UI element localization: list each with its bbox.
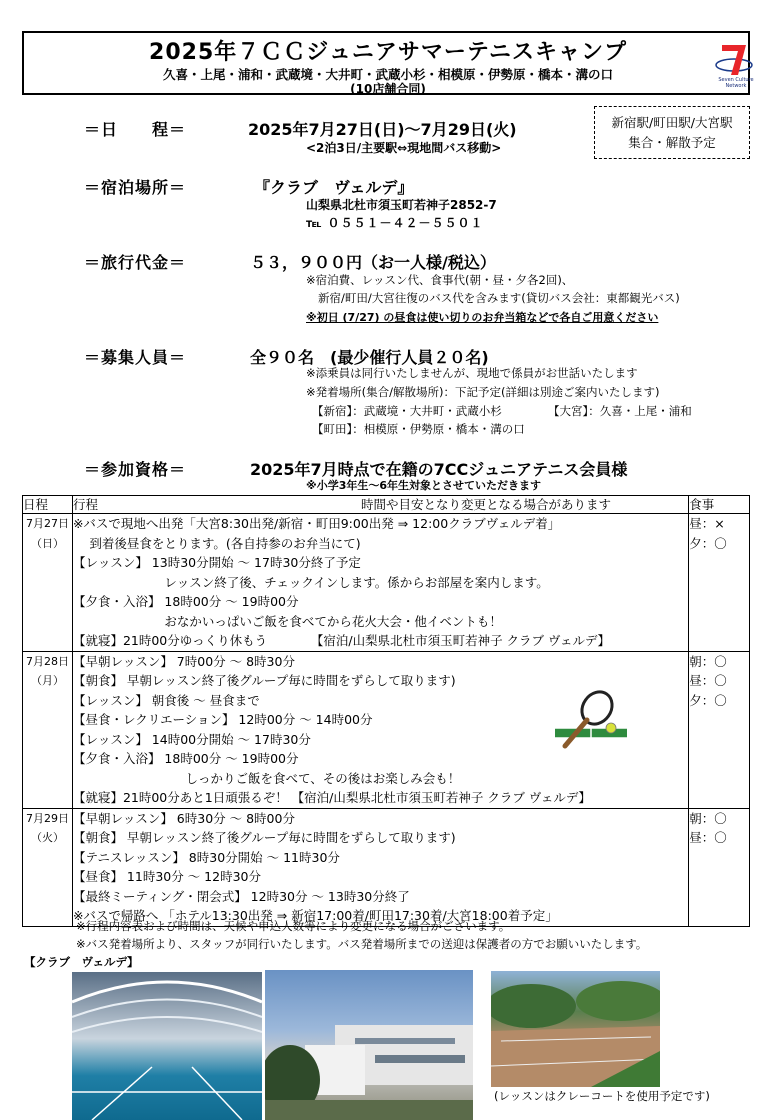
itinerary-line: 【早朝レッスン】 6時30分 ～ 8時00分 [72, 810, 295, 826]
itinerary-line: ※バスで現地へ出発「大宮8:30出発/新宿・町田9:00出発 ⇒ 12:00クラブヴェルデ着」 [72, 516, 561, 531]
day-cell [23, 651, 73, 808]
store-list: 久喜・上尾・浦和・武蔵境・大井町・武蔵小杉・相模原・伊勢原・橋本・溝の口 [162, 67, 613, 82]
table-row [23, 808, 750, 926]
day-cell [23, 808, 73, 926]
lodging-label: ＝宿泊場所＝ [84, 178, 187, 197]
day-date: 7月28日 [25, 654, 69, 668]
fee-note-3: ※初日 (7/27) の昼食は使い切りのお弁当箱などで各自ご用意ください [306, 311, 659, 324]
fee-note-1: ※宿泊費、レッスン代、食事代(朝・昼・夕各2回)、 [306, 273, 574, 287]
itinerary-table [22, 495, 750, 927]
eligibility-sub: ※小学3年生～6年生対象とさせていただきます [306, 479, 542, 492]
header-box [22, 31, 754, 96]
meeting-line-2: 集合・解散予定 [628, 135, 716, 150]
lodging-address: 山梨県北杜市須玉町若神子2852-7 [306, 198, 497, 212]
header-itinerary [72, 496, 688, 514]
schedule-label: ＝日 程＝ [84, 120, 187, 139]
itinerary-line: 【レッスン】 14時00分開始 ～ 17時30分 [72, 731, 311, 747]
joint-label: (10店舗合同) [350, 82, 426, 96]
lodging-tel: ℡ ０５５１－４２－５５０１ [306, 216, 484, 230]
capacity-note-4: 【町田】：相模原・伊勢原・橋本・溝の口 [312, 422, 525, 436]
footer-note-1: ※行程内容表および時間は、天候や申込人数等により変更になる場合がございます。 [76, 919, 511, 933]
day-date: 7月29日 [25, 811, 69, 825]
table-header-row [23, 496, 750, 514]
meal-item: 朝：〇 [689, 653, 727, 669]
itinerary-line: レッスン終了後、チェックインします。係からお部屋を案内します。 [72, 574, 549, 590]
photo-caption: (レッスンはクレーコートを使用予定です) [494, 1089, 710, 1103]
itinerary-line: 【最終ミーティング・閉会式】 12時30分 ～ 13時30分終了 [72, 888, 410, 904]
clubhouse-photo [265, 970, 473, 1120]
itinerary-line: 【レッスン】 13時30分開始 ～ 17時30分終了予定 [72, 555, 361, 570]
table-row [23, 651, 750, 808]
page-title: 2025年７ＣＣジュニアサマーテニスキャンプ [149, 40, 627, 65]
itinerary-line: 【就寝】21時00分ゆっくり休もう 【宿泊/山梨県北杜市須玉町若神子 クラブ ヴェルデ】 [72, 633, 611, 648]
meal-cell [689, 514, 750, 652]
fee-label: ＝旅行代金＝ [84, 253, 187, 272]
eligibility-value: 2025年7月時点で在籍の7CCジュニアテニス会員様 [250, 460, 628, 479]
itinerary-line: 【夕食・入浴】 18時00分 ～ 19時00分 [72, 594, 299, 609]
header-meal: 食事 [689, 496, 750, 514]
meal-item: 夕：〇 [689, 692, 727, 708]
itinerary-line: 【昼食・レクリエーション】 12時00分 ～ 14時00分 [72, 712, 373, 727]
capacity-label: ＝募集人員＝ [84, 348, 187, 367]
day-dow: （日） [30, 536, 64, 550]
itinerary-line: 【昼食】 11時30分 ～ 12時30分 [72, 869, 261, 884]
fee-note-2: 新宿/町田/大宮往復のバス代を含みます(貸切バス会社：東都観光バス) [318, 291, 680, 305]
itinerary-line: 【就寝】21時00分あと1日頑張るぞ！ 【宿泊/山梨県北杜市須玉町若神子 クラブ ヴェルデ】 [72, 790, 591, 805]
itinerary-line: 【夕食・入浴】 18時00分 ～ 19時00分 [72, 751, 299, 766]
fee-value: ５３，９００円（お一人様/税込） [250, 253, 496, 272]
itinerary-line: 到着後昼食をとります。(各自持参のお弁当にて) [72, 535, 361, 551]
meal-item: 昼：〇 [689, 830, 727, 845]
capacity-note-3a: 【新宿】：武蔵境・大井町・武蔵小杉 [312, 404, 502, 418]
schedule-value: 2025年7月27日(日)～7月29日(火) [248, 120, 517, 139]
meal-item: 昼：× [689, 516, 725, 531]
itinerary-line: 【朝食】 早朝レッスン終了後グループ毎に時間をずらして取ります) [72, 830, 456, 845]
meal-cell [689, 808, 750, 926]
itinerary-line: しっかりご飯を食べて、その後はお楽しみ会も！ [72, 770, 461, 786]
day-cell [23, 514, 73, 652]
day-dow: （火） [30, 831, 64, 844]
capacity-note-1: ※添乗員は同行いたしませんが、現地で係員がお世話いたします [306, 366, 638, 380]
itinerary-line: 【早朝レッスン】 7時00分 ～ 8時30分 [72, 653, 295, 669]
capacity-note-3b: 【大宮】：久喜・上尾・浦和 [548, 404, 692, 418]
itinerary-cell [72, 651, 688, 808]
meeting-box [594, 106, 750, 159]
club-label: 【クラブ ヴェルデ】 [24, 955, 139, 969]
logo-text: Seven Culture Network [718, 77, 754, 89]
meal-item: 昼：〇 [689, 673, 727, 688]
meeting-line-1: 新宿駅/町田駅/大宮駅 [611, 115, 733, 130]
itinerary-line: 【朝食】 早朝レッスン終了後グループ毎に時間をずらして取ります) [72, 673, 456, 688]
indoor-court-photo [72, 972, 262, 1120]
day-dow: （月） [30, 674, 64, 687]
seven-culture-network-logo [714, 39, 754, 91]
meal-item: 夕：〇 [689, 535, 727, 551]
header-note: 時間や目安となり変更となる場合があります [360, 497, 611, 512]
meal-item: 朝：〇 [689, 810, 727, 826]
eligibility-label: ＝参加資格＝ [84, 460, 187, 479]
meal-cell [689, 651, 750, 808]
itinerary-line: 【レッスン】 朝食後 ～ 昼食まで [72, 692, 260, 708]
tennis-racket-icon [553, 688, 629, 750]
itinerary-line: おなかいっぱいご飯を食べてから花火大会・他イベントも！ [72, 613, 502, 629]
header-day: 日程 [23, 496, 73, 514]
itinerary-line: ※バスで帰路へ 「ホテル13:30出発 ⇒ 新宿17:00着/町田17:30着/大宮18:00着予定」 [72, 908, 558, 923]
itinerary-line: 【テニスレッスン】 8時30分開始 ～ 11時30分 [72, 849, 340, 865]
capacity-value: 全９０名 (最少催行人員２０名) [250, 348, 489, 367]
capacity-note-2: ※発着場所(集合/解散場所)：下記予定(詳細は別途ご案内いたします) [306, 385, 660, 399]
footer-note-2: ※バス発着場所より、スタッフが同行いたします。バス発着場所までの送迎は保護者の方でお願いいたします。 [76, 937, 648, 951]
itinerary-cell [72, 808, 688, 926]
header-itinerary-label: 行程 [72, 497, 98, 512]
table-row [23, 514, 750, 652]
lodging-value: 『クラブ ヴェルデ』 [254, 178, 414, 197]
itinerary-cell [72, 514, 688, 652]
clay-court-photo [491, 971, 660, 1087]
schedule-sub: <2泊3日/主要駅⇔現地間バス移動> [306, 141, 502, 155]
day-date: 7月27日 [25, 517, 69, 530]
